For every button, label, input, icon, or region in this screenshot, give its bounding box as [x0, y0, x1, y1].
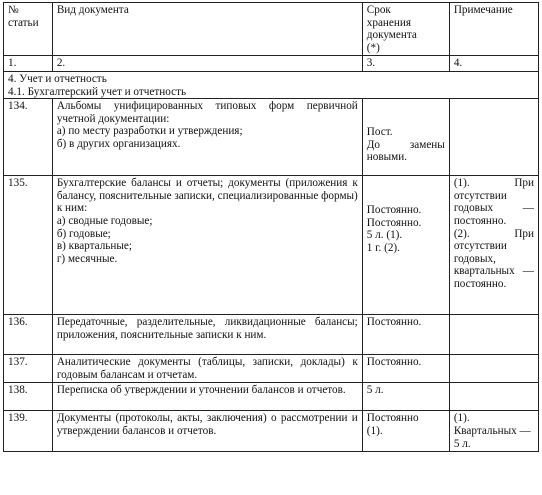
row-note: [449, 99, 538, 176]
row-retention-term: Постоянно.: [362, 315, 449, 355]
column-number-1: 1.: [4, 56, 53, 72]
row-note: (1). Квартальных — 5 л.: [449, 411, 538, 452]
header-article-number: № статьи: [4, 3, 53, 56]
table-row: [4, 383, 539, 411]
row-document-type: Документы (протоколы, акты, заключения) о рассмотрении и утверждении балансов и отчетов.: [52, 411, 362, 452]
row-note: [449, 315, 538, 355]
row-document-type: Альбомы унифицированных типовых форм первичной учетной документации: а) по месту разработки и утверждения; б) в других организациях.: [52, 99, 362, 176]
subsection-title: 4.1. Бухгалтерский учет и отчетность: [8, 85, 187, 98]
table-row: [4, 99, 539, 176]
row-note: [449, 355, 538, 383]
row-document-type: Передаточные, разделительные, ликвидационные балансы; приложения, пояснительные записки к ним.: [52, 315, 362, 355]
header-row: [4, 3, 539, 56]
table-row: [4, 315, 539, 355]
row-document-type: Бухгалтерские балансы и отчеты; документы (приложения к балансу, пояснительные записки, специализированные формы) к ним: а) сводные годовые; б) годовые; в) квартальные; г) месячные.: [52, 176, 362, 315]
row-number: 134.: [4, 99, 53, 176]
row-retention-term: Постоянно. Постоянно. 5 л. (1). 1 г. (2).: [362, 176, 449, 315]
row-number: 137.: [4, 355, 53, 383]
row-note: (1). При отсутствии годовых — постоянно. (2). При отсутствии годовых, квартальных — постоянно.: [449, 176, 538, 315]
row-number: 136.: [4, 315, 53, 355]
table-row: [4, 355, 539, 383]
row-retention-term: Пост. До замены новыми.: [362, 99, 449, 176]
header-document-type: Вид документа: [52, 3, 362, 56]
column-number-3: 3.: [362, 56, 449, 72]
header-note: Примечание: [449, 3, 538, 56]
section-row: [4, 71, 539, 98]
header-retention-term: Срок хранения документа (*): [362, 3, 449, 56]
row-document-type: Переписка об утверждении и уточнении балансов и отчетов.: [52, 383, 362, 411]
row-retention-term: Постоянно.: [362, 355, 449, 383]
section-title: 4. Учет и отчетность: [8, 72, 107, 85]
row-retention-term: Постоянно (1).: [362, 411, 449, 452]
row-number: 138.: [4, 383, 53, 411]
column-number-2: 2.: [52, 56, 362, 72]
row-number: 135.: [4, 176, 53, 315]
retention-schedule-table: [3, 2, 539, 452]
table-row: [4, 176, 539, 315]
row-note: [449, 383, 538, 411]
row-retention-term: 5 л.: [362, 383, 449, 411]
section-heading: [4, 71, 539, 98]
column-number-4: 4.: [449, 56, 538, 72]
column-numbering-row: [4, 56, 539, 72]
table-row: [4, 411, 539, 452]
row-number: 139.: [4, 411, 53, 452]
row-document-type: Аналитические документы (таблицы, записки, доклады) к годовым балансам и отчетам.: [52, 355, 362, 383]
